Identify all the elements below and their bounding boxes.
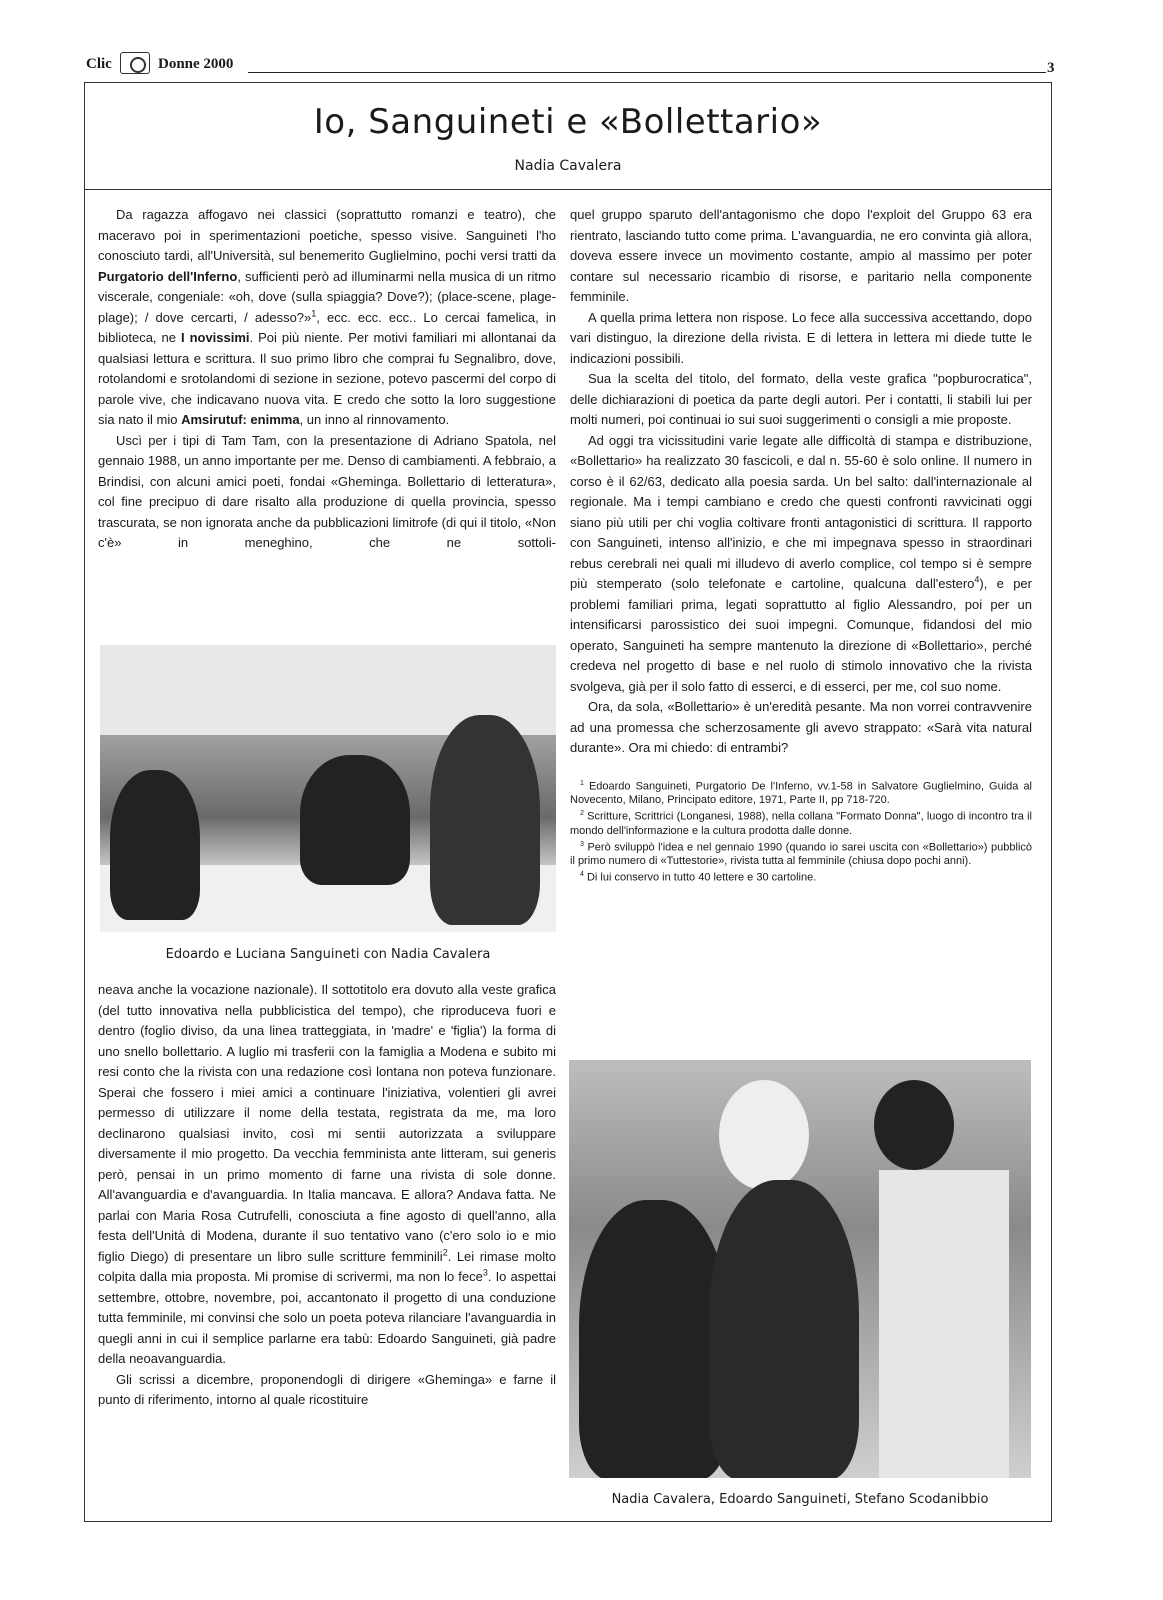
right-column-wrapper (570, 205, 1032, 885)
text-run: . Lei rimase molto colpita dalla mia proposta. Mi promise di scrivermi, ma non lo fece (98, 1248, 556, 1284)
footnote (570, 838, 1032, 869)
text-run: Da ragazza affogavo nei classici (soprattutto romanzi e teatro), che maceravo poi in sperimentazioni poetiche, spesso visive. Sanguineti l'ho conosciuto tardi, all'Università, sul benemerito Guglielmino, pochi versi tratti da (98, 207, 556, 263)
text-run: Sua la scelta del titolo, del formato, della veste grafica "popburocratica", delle dichiarazioni di poetica da parte degli autori. Per i contatti, li stabilì lui per molti numeri, poi continuai io sui suoi suggerimenti o consigli a mie proposte. (570, 371, 1032, 427)
text-run: Uscì per i tipi di Tam Tam, con la presentazione di Adriano Spatola, nel gennaio 1988, un anno importante per me. Denso di cambiamenti. A febbraio, a Brindisi, con alcuni amici poeti, fondai «Gheminga. Bollettario di letteratura», col fine precipuo di dare risalto alla produzione di quella provincia, spesso trascurata, se non ignorata anche da pubblicazioni limitrofe (di qui il titolo, «Non c'è» in meneghino, che ne sottoli- (98, 432, 556, 550)
paragraph (98, 431, 556, 554)
footnote (570, 807, 1032, 838)
text-run: quel gruppo sparuto dell'antagonismo che dopo l'exploit del Gruppo 63 era rientrato, lasciando tutto come prima. L'avanguardia, ne ero convinta già allora, doveva essere invece un movimento costante, ampio al massimo per poter contare sul necessario ricambio di risorse, e paritario nella componente femminile. (570, 207, 1032, 304)
paragraph (570, 308, 1032, 370)
page-number: 3 (1047, 60, 1055, 76)
footnote-text: Edoardo Sanguineti, Purgatorio De l'Inferno, vv.1-58 in Salvatore Guglielmino, Guida al Novecento, Milano, Principato editore, 1971, Parte II, pp 718-720. (570, 780, 1032, 807)
bold-title: Amsirutuf: enimma (181, 412, 300, 427)
article-title: Io, Sanguineti e «Bollettario» (313, 102, 823, 142)
footnote (570, 777, 1032, 808)
footnote-number: 3 (580, 840, 584, 848)
footnote-number: 1 (580, 779, 584, 787)
footnote-ref: 3 (482, 1267, 488, 1278)
paragraph (570, 369, 1032, 431)
footnote-ref: 2 (442, 1247, 448, 1258)
right-photo-caption: Nadia Cavalera, Edoardo Sanguineti, Stefano Scodanibbio (611, 1492, 989, 1507)
bold-title: Purgatorio dell'Inferno (98, 268, 238, 284)
text-run: , un inno al rinnovamento. (299, 412, 450, 427)
text-run: Ora, da sola, «Bollettario» è un'eredità pesante. Ma non vorrei contravvenire ad una promessa che scherzosamente gli avevo strappato: «Sarà vita natural durante». Ora mi chiedo: di entrambi? (570, 699, 1032, 755)
left-photo-caption: Edoardo e Luciana Sanguineti con Nadia Cavalera (165, 947, 491, 962)
article-author: Nadia Cavalera (514, 158, 622, 174)
camera-icon (120, 52, 150, 74)
title-box (84, 82, 1052, 190)
paragraph (570, 697, 1032, 759)
paragraph (570, 205, 1032, 308)
text-run: , ecc. ecc. ecc.. Lo cercai famelica, in biblioteca, ne (98, 309, 556, 345)
footnote-number: 2 (580, 810, 584, 818)
text-run: A quella prima lettera non rispose. Lo fece alla successiva accettando, dopo vari distinguo, la direzione della rivista. E di lettera in lettera mi diede tutte le indicazioni possibili. (570, 309, 1032, 366)
footnote (570, 868, 1032, 885)
paragraph (570, 431, 1032, 698)
text-run: neava anche la vocazione nazionale). Il sottotitolo era dovuto alla veste grafica (del tutto innovativa nella pubblicistica del tempo), che riproduceva fuori e dentro (foglio diviso, da una linea tratteggiata, in 'madre' e 'figlia') la forma di uno snello bollettario. A luglio mi trasferii con la famiglia a Modena e subito mi resi conto che la rivista con una redazione così lontana non poteva funzionare. Sperai che fossero i miei amici a continuare l'iniziativa, volentieri gli avrei permesso di utilizzare il nome della testata, registrata da me, ma loro declinarono qualsiasi invito, così mi sentii autorizzata a sviluppare diversamente il mio progetto. Da vecchia femminista ante litteram, sui generis però, pensai in un primo momento di farne una rivista di sole donne. All'avanguardia e d'avanguardia. In Italia mancava. E allora? Andava fatta. Ne parlai con Maria Rosa Cutrufelli, conosciuta a fine agosto di quell'anno, alla festa dell'Unità di Modena, durante il suo tentativo vano (c'ero solo io e mio figlio Diego) di presentare un libro sulle scritture femminili (98, 982, 556, 1264)
text-run: Ad oggi tra vicissitudini varie legate alle difficoltà di stampa e distribuzione, «Bollettario» ha realizzato 30 fascicoli, e dal n. 55-60 è solo online. Il numero in corso è il 62/63, dedicato alla poesia sarda. Un bel salto: dall'internazionale al regionale. Ma i tempi cambiano e credo che questi confronti ravvicinati oggi siano più utili per chi voglia coltivare fronti antagonistici di scrittura. Il rapporto con Sanguineti, intenso all'inizio, e che mi impegnava spesso in straordinari rebus cerebrali nei quali mi illudevo di averlo complice, col tempo si è sempre più stemperato (solo telefonate e cartoline, qualcuna dall'estero (570, 432, 1032, 591)
header-publication: Donne 2000 (158, 56, 234, 72)
left-column-top (98, 205, 556, 554)
footnote-text: Però sviluppò l'idea e nel gennaio 1990 (quando io sarei uscita con «Bollettario») pubblicò il primo numero di «Tuttestorie», rivista tutta al femminile (chiusa dopo pochi anni). (570, 841, 1032, 868)
header-rule (248, 72, 1046, 73)
running-header (86, 52, 1046, 76)
text-run: ), e per problemi familiari prima, legati soprattutto al figlio Alessandro, poi per un intensificarsi parossistico dei suoi impegni. Comunque, fidandosi del mio operato, Sanguineti ha sempre mantenuto la direzione di «Bollettario», perché credeva nel progetto di base e nel ruolo di stimolo innovativo che la rivista svolgeva, già per il solo fatto di esserci, e di esserci, per me, col suo nome. (570, 576, 1032, 694)
footnote-ref: 1 (311, 308, 317, 319)
footnotes (570, 777, 1032, 886)
text-run: , sufficienti però ad illuminarmi nella musica di un ritmo viscerale, congeniale: «oh, dove (sulla spiaggia? Dove?); (place-scene, plage-plage); / dove cercarti, / adesso?» (98, 268, 557, 325)
photo-cavalera-sanguineti-scodanibbio (569, 1060, 1031, 1478)
left-column-bottom (98, 980, 556, 1411)
footnote-number: 4 (580, 871, 584, 879)
header-clic: Clic (86, 56, 112, 72)
bold-title: I novissimi (180, 330, 250, 345)
footnote-text: Scritture, Scrittrici (Longanesi, 1988), nella collana "Formato Donna", luogo di incontro tra il mondo dell'informazione e la cultura prodotta dalle donne. (570, 810, 1032, 837)
paragraph (98, 1370, 556, 1411)
text-run: Gli scrissi a dicembre, proponendogli di dirigere «Gheminga» e farne il punto di riferimento, intorno al quale ricostituire (98, 1371, 556, 1407)
footnote-ref: 4 (974, 574, 980, 585)
photo-sanguineti-table (100, 645, 556, 932)
text-run: . Poi più niente. Per motivi familiari mi allontanai da qualsiasi lettura e scrittura. Il suo primo libro che comprai fu Segnalibro, dove, rotolandomi e srotolandomi di sezione in sezione, potevo pascermi del corpo di parole vive, che indicavano nuova vita. E credo che sotto la loro suggestione sia nato il mio (98, 330, 556, 427)
paragraph (98, 980, 556, 1370)
footnote-text: Di lui conservo in tutto 40 lettere e 30 cartoline. (583, 872, 817, 885)
text-run: . Io aspettai settembre, ottobre, novembre, poi, accantonato il progetto di una conduzione tutta femminile, mi convinsi che solo un poeta poteva rilanciare l'avanguardia in quegli anni in cui il semplice parlarne era tabù: Edoardo Sanguineti, già padre della neoavanguardia. (98, 1269, 556, 1366)
right-column (570, 205, 1032, 759)
paragraph (98, 205, 556, 431)
